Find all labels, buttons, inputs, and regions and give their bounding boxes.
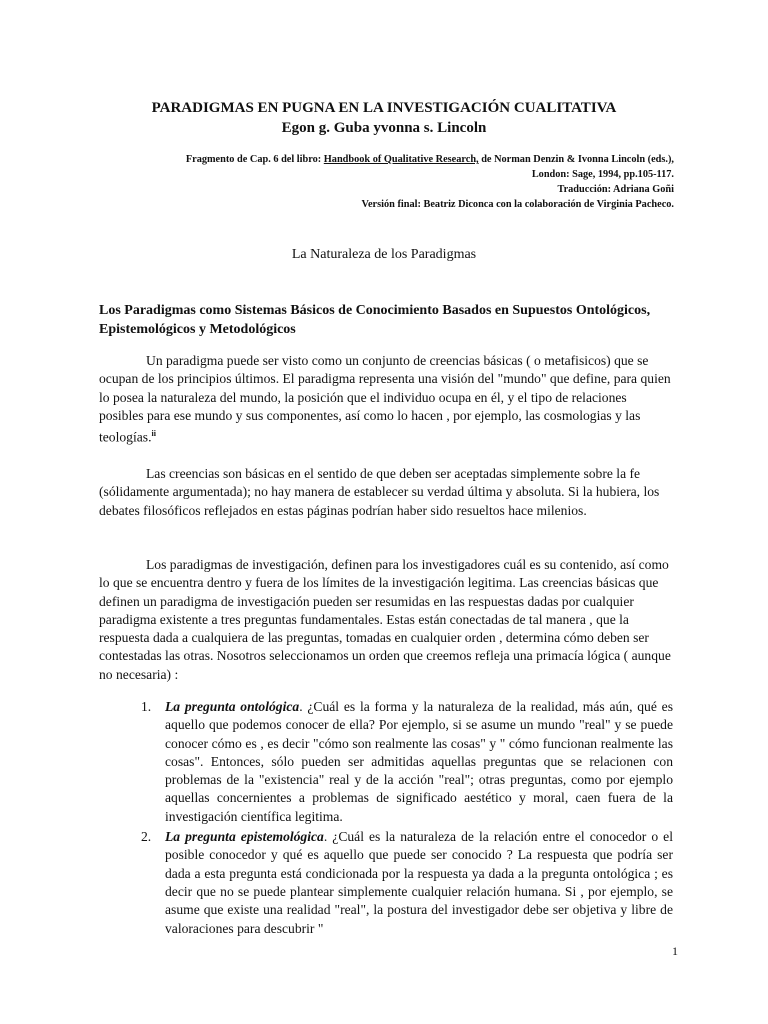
credits-suffix: de Norman Denzin & Ivonna Lincoln (eds.),: [478, 154, 674, 165]
credits-line-final-version: Versión final: Beatriz Diconca con la colaboración de Virginia Pacheco.: [361, 199, 674, 210]
paragraph-1-text: Un paradigma puede ser visto como un conjunto de creencias básicas ( o metafisicos) que se ocupan de los principios últimos. El paradigma representa una visión del "mundo" que define, para quien lo posea la naturaleza del mundo, la posición que el individuo ocupa en él, y el tipo de relaciones posibles para ese mundo y sus componentes, así como lo hacen , por ejemplo, las cosmologias y las teologías.: [99, 353, 671, 445]
fundamental-questions-list: [99, 698, 673, 940]
paragraph-2: Las creencias son básicas en el sentido de que deben ser aceptadas simplemente sobre la fe (sólidamente argumentada); no hay manera de establecer su verdad última y absoluta. Si la hubiera, los debates filosóficos reflejados en estas páginas podrían haber sido resueltos hace milenios.: [99, 466, 660, 518]
document-title: PARADIGMAS EN PUGNA EN LA INVESTIGACIÓN CUALITATIVA: [151, 100, 617, 116]
list-item-text: . ¿Cuál es la forma y la naturaleza de la realidad, más aún, qué es aquello que podemos conocer de ella? Por ejemplo, si se asume un mundo "real" y se puede conocer cómo es , es decir "cómo son realmente las cosas" y " cómo funcionan realmente las cosas". Entonces, sólo pueden ser admitidas aquellas preguntas que se relacionen con problemas de la "existencia" real y de la acción "real"; otras preguntas, como por ejemplo aquellas concernientes a problemas de significado aestético y moral, caen fuera de la investigación científica legitima.: [165, 699, 673, 824]
list-item-number: 2.: [141, 829, 152, 845]
list-item-term: La pregunta ontológica: [165, 699, 300, 714]
list-item: [99, 698, 673, 826]
subsection-title: Los Paradigmas como Sistemas Básicos de Conocimiento Basados en Supuestos Ontológicos, Epistemológicos y Metodológicos: [99, 303, 651, 337]
list-item-term: La pregunta epistemológica: [165, 829, 324, 845]
document-header: [0, 98, 768, 138]
list-item: [99, 828, 673, 938]
section-title: La Naturaleza de los Paradigmas: [291, 247, 477, 262]
credits-line-publisher: London: Sage, 1994, pp.105-117.: [531, 169, 674, 180]
list-item-number: 1.: [141, 699, 152, 714]
paragraph-1-block: [99, 352, 673, 463]
paragraph-3-block: [99, 556, 673, 700]
credits-line-source: [94, 152, 674, 167]
credits-line-translation: Traducción: Adriana Goñi: [557, 184, 674, 195]
page-number: 1: [672, 944, 678, 958]
document-authors: Egon g. Guba yvonna s. Lincoln: [281, 120, 487, 136]
paragraph-1: [99, 352, 673, 447]
list-item-text: . ¿Cuál es la naturaleza de la relación entre el conocedor o el posible conocedor y qué es aquello que puede ser conocido ? La respuesta que podría ser dada a esta pregunta está condicionada por la respuesta ya dada a la pregunta ontológica ; es decir que no se puede plantear simplemente cualquier relación humana. Si , por ejemplo, se asume que existe una realidad "real", la postura del investigador debe ser objetiva y libre de valoraciones para descubrir ": [165, 829, 673, 936]
source-credits: [94, 152, 674, 212]
footnote-marker: ii: [151, 429, 156, 439]
paragraph-3: Los paradigmas de investigación, definen para los investigadores cuál es su contenido, así como lo que se encuentra dentro y fuera de los límites de la investigación legitima. Las creencias básicas que definen un paradigma de investigación pueden ser resumidas en las respuestas dadas por cualquier paradigma existente a tres preguntas fundamentales. Estas están conectadas de tal manera , que la respuesta dada a cualquiera de las preguntas, tomadas en cualquier orden , determina cómo deben ser contestadas las otras. Nosotros seleccionamos un orden que creemos refleja una primacía lógica ( aunque no necesaria) :: [99, 557, 671, 682]
paragraph-2-block: [99, 465, 673, 536]
credits-prefix: Fragmento de Cap. 6 del libro:: [185, 154, 324, 165]
book-title: Handbook of Qualitative Research,: [323, 154, 479, 165]
